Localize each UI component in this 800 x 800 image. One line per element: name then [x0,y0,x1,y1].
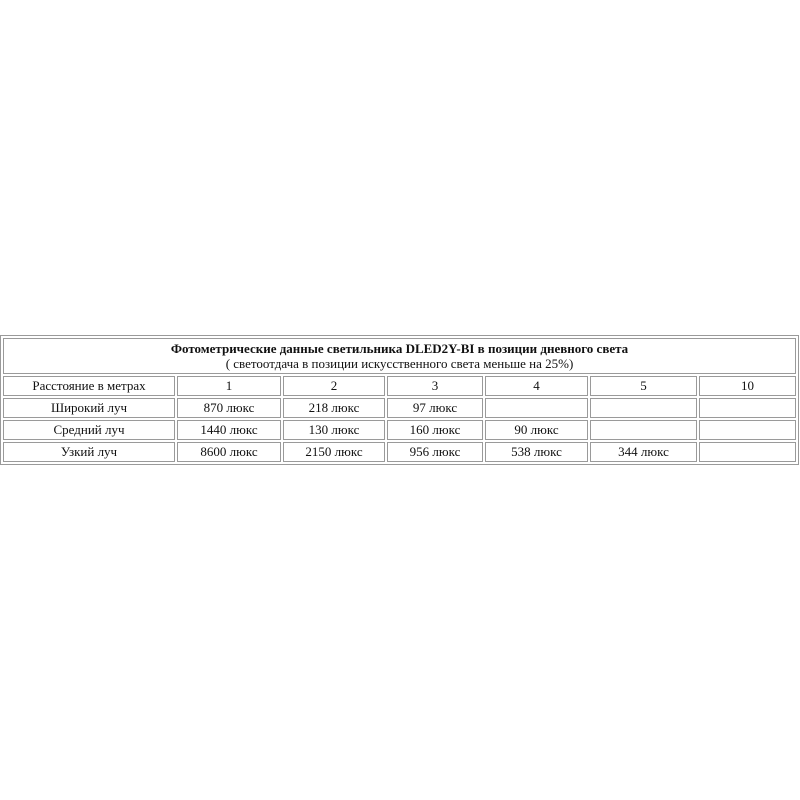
distance-1: 1 [177,376,281,396]
table-cell [699,442,796,462]
table-cell: 956 люкс [387,442,483,462]
table-cell: 870 люкс [177,398,281,418]
table-cell: 160 люкс [387,420,483,440]
table-cell: 8600 люкс [177,442,281,462]
distance-5: 5 [590,376,697,396]
table-cell [699,398,796,418]
row-label-narrow: Узкий луч [3,442,175,462]
header-label: Расстояние в метрах [3,376,175,396]
table-cell [485,398,588,418]
table-cell: 1440 люкс [177,420,281,440]
table-cell [590,420,697,440]
table-cell: 90 люкс [485,420,588,440]
header-row [3,376,796,396]
table-cell: 97 люкс [387,398,483,418]
table-cell: 2150 люкс [283,442,385,462]
row-label-medium: Средний луч [3,420,175,440]
table-cell: 344 люкс [590,442,697,462]
table-cell [590,398,697,418]
table-cell [699,420,796,440]
table-row [3,398,796,418]
table-title: Фотометрические данные светильника DLED2Y-BI в позиции дневного света [170,341,629,356]
table-subtitle: ( светоотдача в позиции искусственного света меньше на 25%) [225,356,574,371]
distance-4: 4 [485,376,588,396]
table-cell: 130 люкс [283,420,385,440]
photometric-table [0,335,799,465]
table-row [3,442,796,462]
table-row [3,420,796,440]
caption-row [3,338,796,374]
distance-2: 2 [283,376,385,396]
distance-3: 3 [387,376,483,396]
row-label-wide: Широкий луч [3,398,175,418]
caption-cell [3,338,796,374]
table-cell: 218 люкс [283,398,385,418]
distance-10: 10 [699,376,796,396]
table-cell: 538 люкс [485,442,588,462]
